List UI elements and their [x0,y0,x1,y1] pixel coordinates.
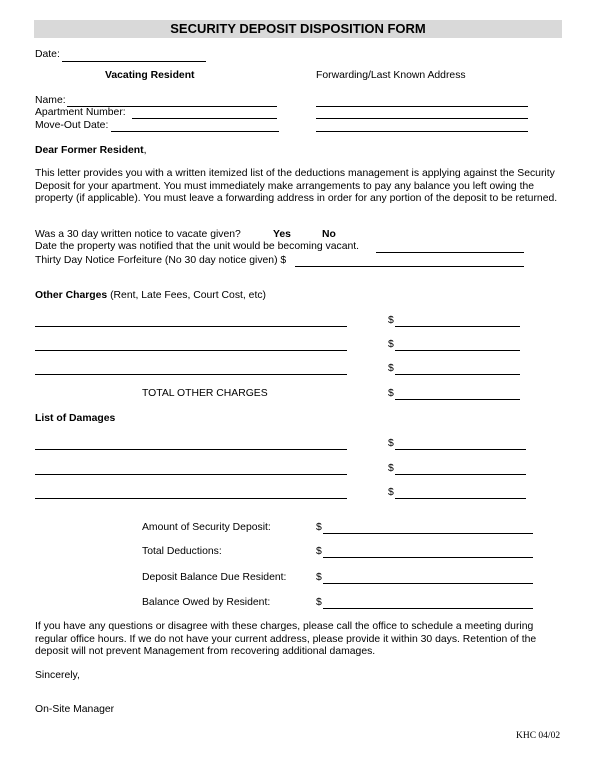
form-title: SECURITY DEPOSIT DISPOSITION FORM [34,20,562,38]
damage-amount-2[interactable] [395,474,526,475]
damages-heading: List of Damages [35,413,116,424]
signature-title: On-Site Manager [35,704,115,715]
name-label: Name: [35,95,66,106]
sign-off: Sincerely, [35,670,80,681]
balance-owed-resident-field[interactable] [323,608,533,609]
total-other-charges-label: TOTAL OTHER CHARGES [142,388,268,399]
security-deposit-dollar: $ [316,522,322,533]
other-charges-title: Other Charges [35,290,108,301]
other-charge-description-3[interactable] [35,374,347,375]
other-charge-dollar-1: $ [388,315,394,326]
forwarding-address-line-1[interactable] [316,106,528,107]
salutation-comma: , [143,145,147,156]
damage-description-2[interactable] [35,474,347,475]
damage-amount-3[interactable] [395,498,526,499]
forfeiture-label: Thirty Day Notice Forfeiture (No 30 day notice given) $ [35,255,287,266]
notice-yes-option[interactable]: Yes [273,229,291,240]
vacating-resident-heading: Vacating Resident [105,70,195,81]
damage-description-1[interactable] [35,449,347,450]
other-charge-dollar-2: $ [388,339,394,350]
other-charges-note: (Rent, Late Fees, Court Cost, etc) [107,290,266,301]
notice-no-option[interactable]: No [322,229,336,240]
salutation-text: Dear Former Resident [35,145,144,156]
total-other-charges-dollar: $ [388,388,394,399]
moveout-date-label: Move-Out Date: [35,120,109,131]
apartment-number-label: Apartment Number: [35,107,126,118]
intro-paragraph: This letter provides you with a written itemized list of the deductions management is applying against the Security Deposit for your apartment. You must immediately make arrangements to pay any balance you left owing the property (if applicable). You must leave a forwarding address in order for any portion of the deposit to be returned. [35,168,558,205]
damage-amount-1[interactable] [395,449,526,450]
form-code: KHC 04/02 [516,731,561,741]
other-charge-description-2[interactable] [35,350,347,351]
damage-dollar-3: $ [388,487,394,498]
apartment-number-field[interactable] [132,118,277,119]
other-charge-dollar-3: $ [388,363,394,374]
balance-due-resident-dollar: $ [316,572,322,583]
balance-owed-resident-label: Balance Owed by Resident: [142,597,271,608]
damage-description-3[interactable] [35,498,347,499]
total-other-charges-field[interactable] [395,399,520,400]
other-charge-description-1[interactable] [35,326,347,327]
total-deductions-field[interactable] [323,557,533,558]
forwarding-address-line-2[interactable] [316,118,528,119]
date-notified-label: Date the property was notified that the unit would be becoming vacant. [35,241,360,252]
total-deductions-label: Total Deductions: [142,546,222,557]
date-notified-field[interactable] [376,252,524,253]
balance-due-resident-label: Deposit Balance Due Resident: [142,572,287,583]
date-field[interactable] [62,61,206,62]
security-deposit-label: Amount of Security Deposit: [142,522,271,533]
security-deposit-field[interactable] [323,533,533,534]
forwarding-address-heading: Forwarding/Last Known Address [316,70,466,81]
date-label: Date: [35,49,60,60]
damage-dollar-2: $ [388,463,394,474]
damage-dollar-1: $ [388,438,394,449]
other-charge-amount-1[interactable] [395,326,520,327]
moveout-date-field[interactable] [111,131,279,132]
forfeiture-field[interactable] [295,266,524,267]
forwarding-address-line-3[interactable] [316,131,528,132]
balance-owed-resident-dollar: $ [316,597,322,608]
other-charges-heading [35,290,266,301]
notice-question: Was a 30 day written notice to vacate given? [35,229,241,240]
other-charge-amount-2[interactable] [395,350,520,351]
closing-paragraph: If you have any questions or disagree with these charges, please call the office to schedule a meeting during regular office hours. If we do not have your current address, please provide it within 30 days. Retention of the deposit will not prevent Management from recovering additional damages. [35,621,537,658]
salutation [35,145,146,156]
other-charge-amount-3[interactable] [395,374,520,375]
balance-due-resident-field[interactable] [323,583,533,584]
total-deductions-dollar: $ [316,546,322,557]
